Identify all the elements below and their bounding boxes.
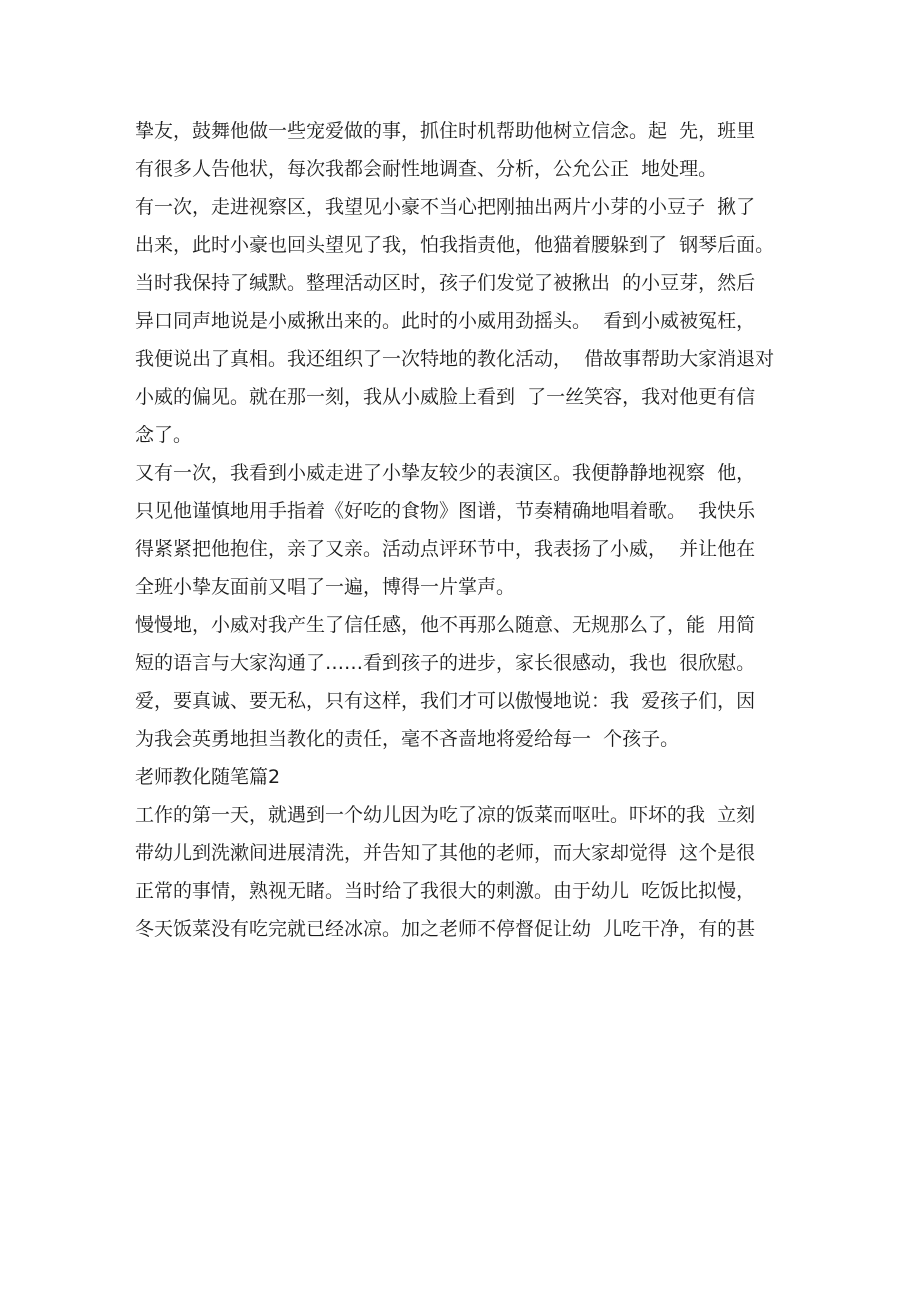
text-line: 只见他谨慎地用手指着《好吃的食物》图谱，节奏精确地唱着歌。 我快乐 <box>135 500 756 522</box>
text-line: 工作的第一天，就遇到一个幼儿因为吃了凉的饭菜而呕吐。吓坏的我 立刻 <box>135 804 756 826</box>
text-line: 爱，要真诚、要无私，只有这样，我们才可以傲慢地说：我 爱孩子们，因 <box>135 690 756 712</box>
text-line: 异口同声地说是小威揪出来的。此时的小威用劲摇头。 看到小威被冤枉， <box>135 310 756 332</box>
text-line: 得紧紧把他抱住，亲了又亲。活动点评环节中，我表扬了小威， 并让他在 <box>135 538 756 560</box>
text-line: 小威的偏见。就在那一刻，我从小威脸上看到 了一丝笑容，我对他更有信 <box>135 386 756 408</box>
text-line: 慢慢地，小威对我产生了信任感，他不再那么随意、无规那么了，能 用简 <box>135 614 756 636</box>
text-line: 为我会英勇地担当教化的责任，毫不吝啬地将爱给每一 个孩子。 <box>135 728 680 750</box>
document-body <box>135 112 805 948</box>
text-line: 念了。 <box>135 424 193 446</box>
section-heading: 老师教化随笔篇2 <box>135 766 281 788</box>
text-line: 全班小挚友面前又唱了一遍，博得一片掌声。 <box>135 576 516 598</box>
text-line: 挚友，鼓舞他做一些宠爱做的事，抓住时机帮助他树立信念。起 先，班里 <box>135 120 756 142</box>
text-line: 当时我保持了缄默。整理活动区时，孩子们发觉了被揪出 的小豆芽，然后 <box>135 272 756 294</box>
text-line: 短的语言与大家沟通了……看到孩子的进步，家长很感动，我也 很欣慰。 <box>135 652 756 674</box>
text-line: 又有一次，我看到小威走进了小挚友较少的表演区。我便静静地视察 他， <box>135 462 756 484</box>
text-line: 有很多人告他状，每次我都会耐性地调查、分析，公允公正 地处理。 <box>135 158 718 180</box>
text-line: 我便说出了真相。我还组织了一次特地的教化活动， 借故事帮助大家消退对 <box>135 348 775 370</box>
text-line: 有一次，走进视察区，我望见小豪不当心把刚抽出两片小芽的小豆子 揪了 <box>135 196 756 218</box>
text-line: 带幼儿到洗漱间进展清洗，并告知了其他的老师，而大家却觉得 这个是很 <box>135 842 756 864</box>
text-line: 正常的事情，熟视无睹。当时给了我很大的刺激。由于幼儿 吃饭比拟慢， <box>135 880 756 902</box>
text-line: 出来，此时小豪也回头望见了我，怕我指责他，他猫着腰躲到了 钢琴后面。 <box>135 234 775 256</box>
text-line: 冬天饭菜没有吃完就已经冰凉。加之老师不停督促让幼 儿吃干净，有的甚 <box>135 918 756 940</box>
